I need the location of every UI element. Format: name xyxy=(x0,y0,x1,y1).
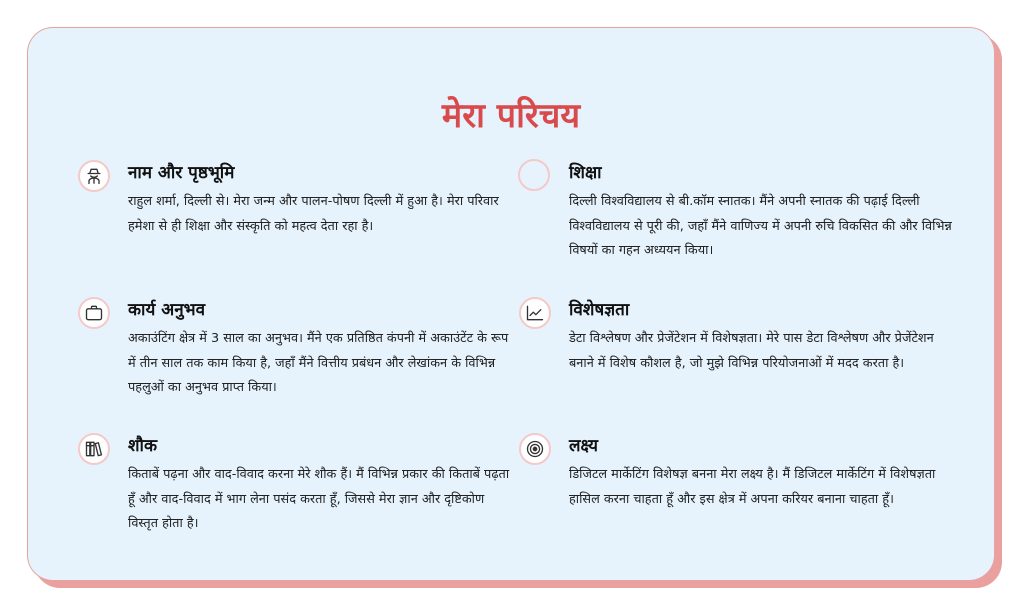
section-heading: कार्य अनुभव xyxy=(128,300,206,320)
page-title: मेरा परिचय xyxy=(441,96,581,136)
target-icon xyxy=(519,433,551,465)
section-text: राहुल शर्मा, दिल्ली से। मेरा जन्म और पालन-पोषण दिल्ली में हुआ है। मेरा परिवार हमेशा से ही शिक्षा और संस्कृति को महत्व देता रहा है। xyxy=(128,194,499,234)
section-expertise xyxy=(569,297,959,376)
section-heading: शिक्षा xyxy=(569,163,602,183)
section-text: डेटा विश्लेषण और प्रेजेंटेशन में विशेषज्ञता। मेरे पास डेटा विश्लेषण और प्रेजेंटेशन बनाने में विशेष कौशल है, जो मुझे विभिन्न परियोजनाओं में मदद करता है। xyxy=(569,331,934,371)
detective-icon xyxy=(78,160,110,192)
line-chart-icon xyxy=(519,297,551,329)
section-hobbies xyxy=(128,433,518,537)
section-experience xyxy=(128,297,518,401)
section-text: किताबें पढ़ना और वाद-विवाद करना मेरे शौक हैं। मैं विभिन्न प्रकार की किताबें पढ़ता हूँ और वाद-विवाद में भाग लेना पसंद करता हूँ, जिससे मेरा ज्ञान और दृष्टिकोण विस्तृत होता है। xyxy=(128,467,510,531)
section-education xyxy=(569,160,959,264)
books-icon xyxy=(78,433,110,465)
briefcase-icon xyxy=(78,297,110,329)
empty-circle-icon xyxy=(518,159,550,191)
section-heading: शौक xyxy=(128,436,158,456)
section-goal xyxy=(569,433,959,512)
section-heading: विशेषज्ञता xyxy=(569,300,630,320)
section-text: दिल्ली विश्वविद्यालय से बी.कॉम स्नातक। मैंने अपनी स्नातक की पढ़ाई दिल्ली विश्वविद्यालय से पूरी की, जहाँ मैंने वाणिज्य में अपनी रुचि विकसित की और विभिन्न विषयों का गहन अध्ययन किया। xyxy=(569,194,952,258)
section-background xyxy=(128,160,518,239)
section-text: डिजिटल मार्केटिंग विशेषज्ञ बनना मेरा लक्ष्य है। मैं डिजिटल मार्केटिंग में विशेषज्ञता हासिल करना चाहता हूँ और इस क्षेत्र में अपना करियर बनाना चाहता हूँ। xyxy=(569,467,936,507)
section-text: अकाउंटिंग क्षेत्र में 3 साल का अनुभव। मैंने एक प्रतिष्ठित कंपनी में अकाउंटेंट के रूप में तीन साल तक काम किया है, जहाँ मैंने वित्तीय प्रबंधन और लेखांकन के विभिन्न पहलुओं का अनुभव प्राप्त किया। xyxy=(128,331,509,395)
section-heading: नाम और पृष्ठभूमि xyxy=(128,163,235,183)
section-heading: लक्ष्य xyxy=(569,436,598,456)
